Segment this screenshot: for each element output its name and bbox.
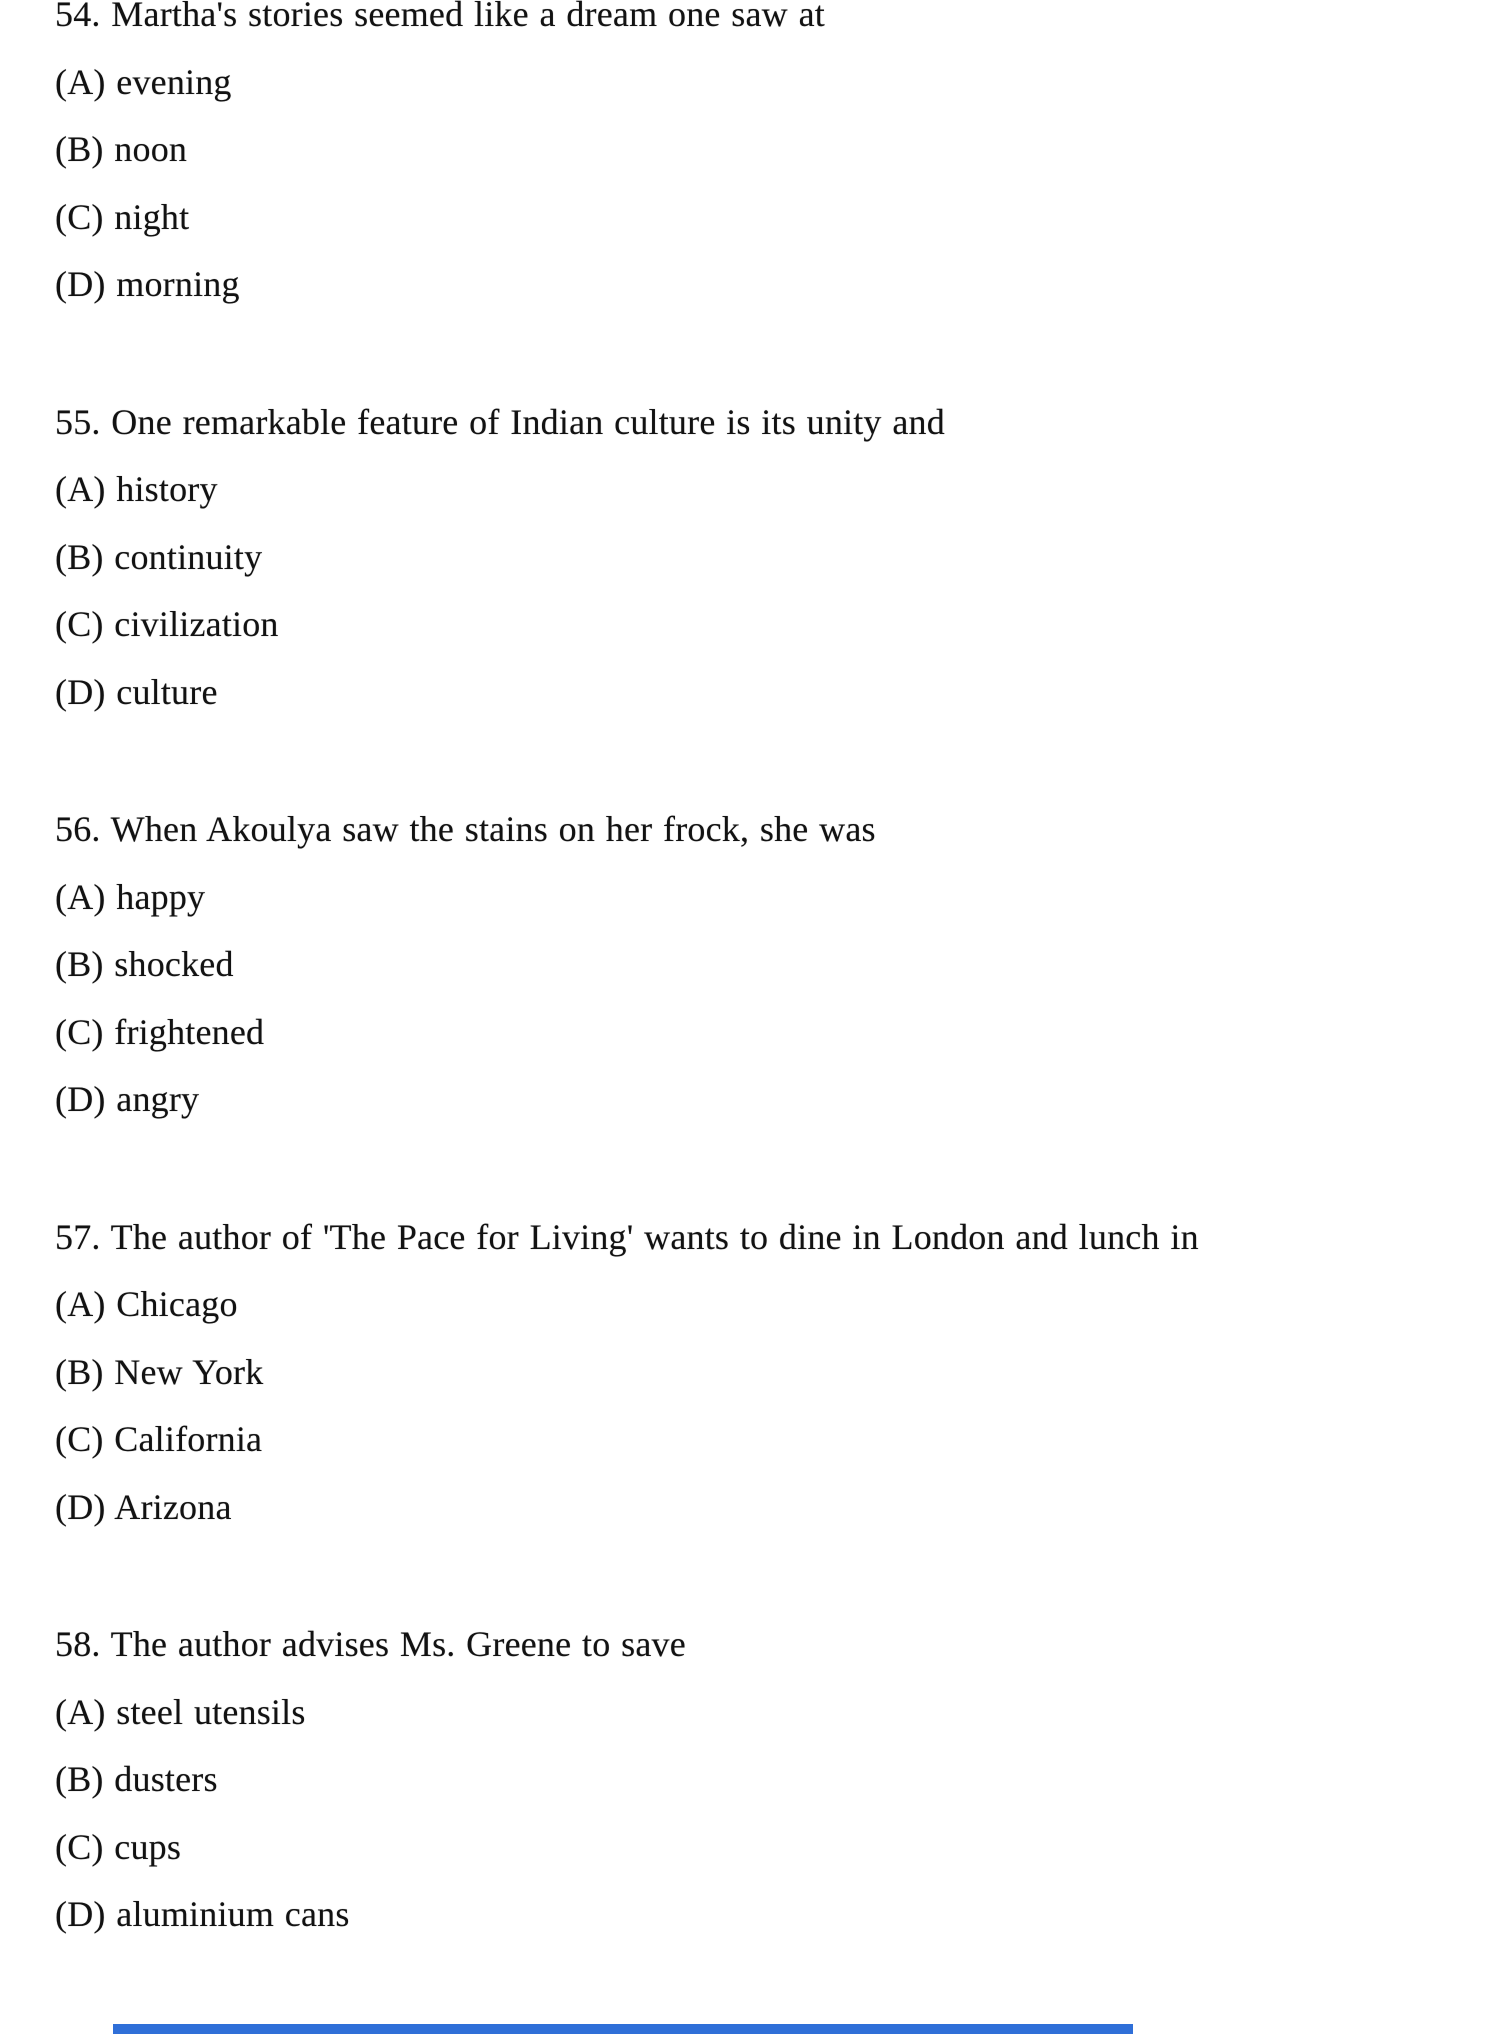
question-57-option-d: (D) Arizona <box>55 1486 232 1527</box>
question-58-option-c: (C) cups <box>55 1826 182 1867</box>
question-58-stem: 58. The author advises Ms. Greene to save <box>55 1624 686 1664</box>
question-58-option-d: (D) aluminium cans <box>55 1894 350 1934</box>
question-58-option-a: (A) steel utensils <box>55 1691 306 1732</box>
question-56-option-c: (C) frightened <box>55 1011 265 1052</box>
question-55-option-a: (A) history <box>55 469 218 509</box>
question-55-option-d: (D) culture <box>55 671 218 712</box>
question-block-56 <box>55 796 1465 1134</box>
question-56-option-d: (D) angry <box>55 1079 200 1119</box>
question-paper-text <box>55 0 1465 2019</box>
question-54-option-c: (C) night <box>55 196 190 237</box>
question-54-option-b: (B) noon <box>55 129 188 169</box>
question-block-55 <box>55 389 1465 727</box>
horizontal-scrollbar-thumb[interactable] <box>113 2024 1133 2034</box>
question-56-stem: 56. When Akoulya saw the stains on her frock, she was <box>55 809 876 849</box>
question-56-option-b: (B) shocked <box>55 944 234 984</box>
question-block-58 <box>55 1611 1465 1949</box>
question-57-stem: 57. The author of 'The Pace for Living' wants to dine in London and lunch in <box>55 1216 1199 1257</box>
question-55-option-b: (B) continuity <box>55 536 263 577</box>
question-54-stem: 54. Martha's stories seemed like a dream one saw at <box>55 0 825 34</box>
question-57-option-c: (C) California <box>55 1419 263 1459</box>
question-55-stem: 55. One remarkable feature of Indian culture is its unity and <box>55 401 945 442</box>
question-57-option-b: (B) New York <box>55 1351 264 1392</box>
question-block-57 <box>55 1204 1465 1542</box>
question-block-54 <box>55 0 1465 319</box>
question-55-option-c: (C) civilization <box>55 604 279 644</box>
question-57-option-a: (A) Chicago <box>55 1284 238 1324</box>
question-54-option-a: (A) evening <box>55 61 232 102</box>
question-58-option-b: (B) dusters <box>55 1759 218 1799</box>
question-56-option-a: (A) happy <box>55 876 206 917</box>
question-54-option-d: (D) morning <box>55 264 240 304</box>
